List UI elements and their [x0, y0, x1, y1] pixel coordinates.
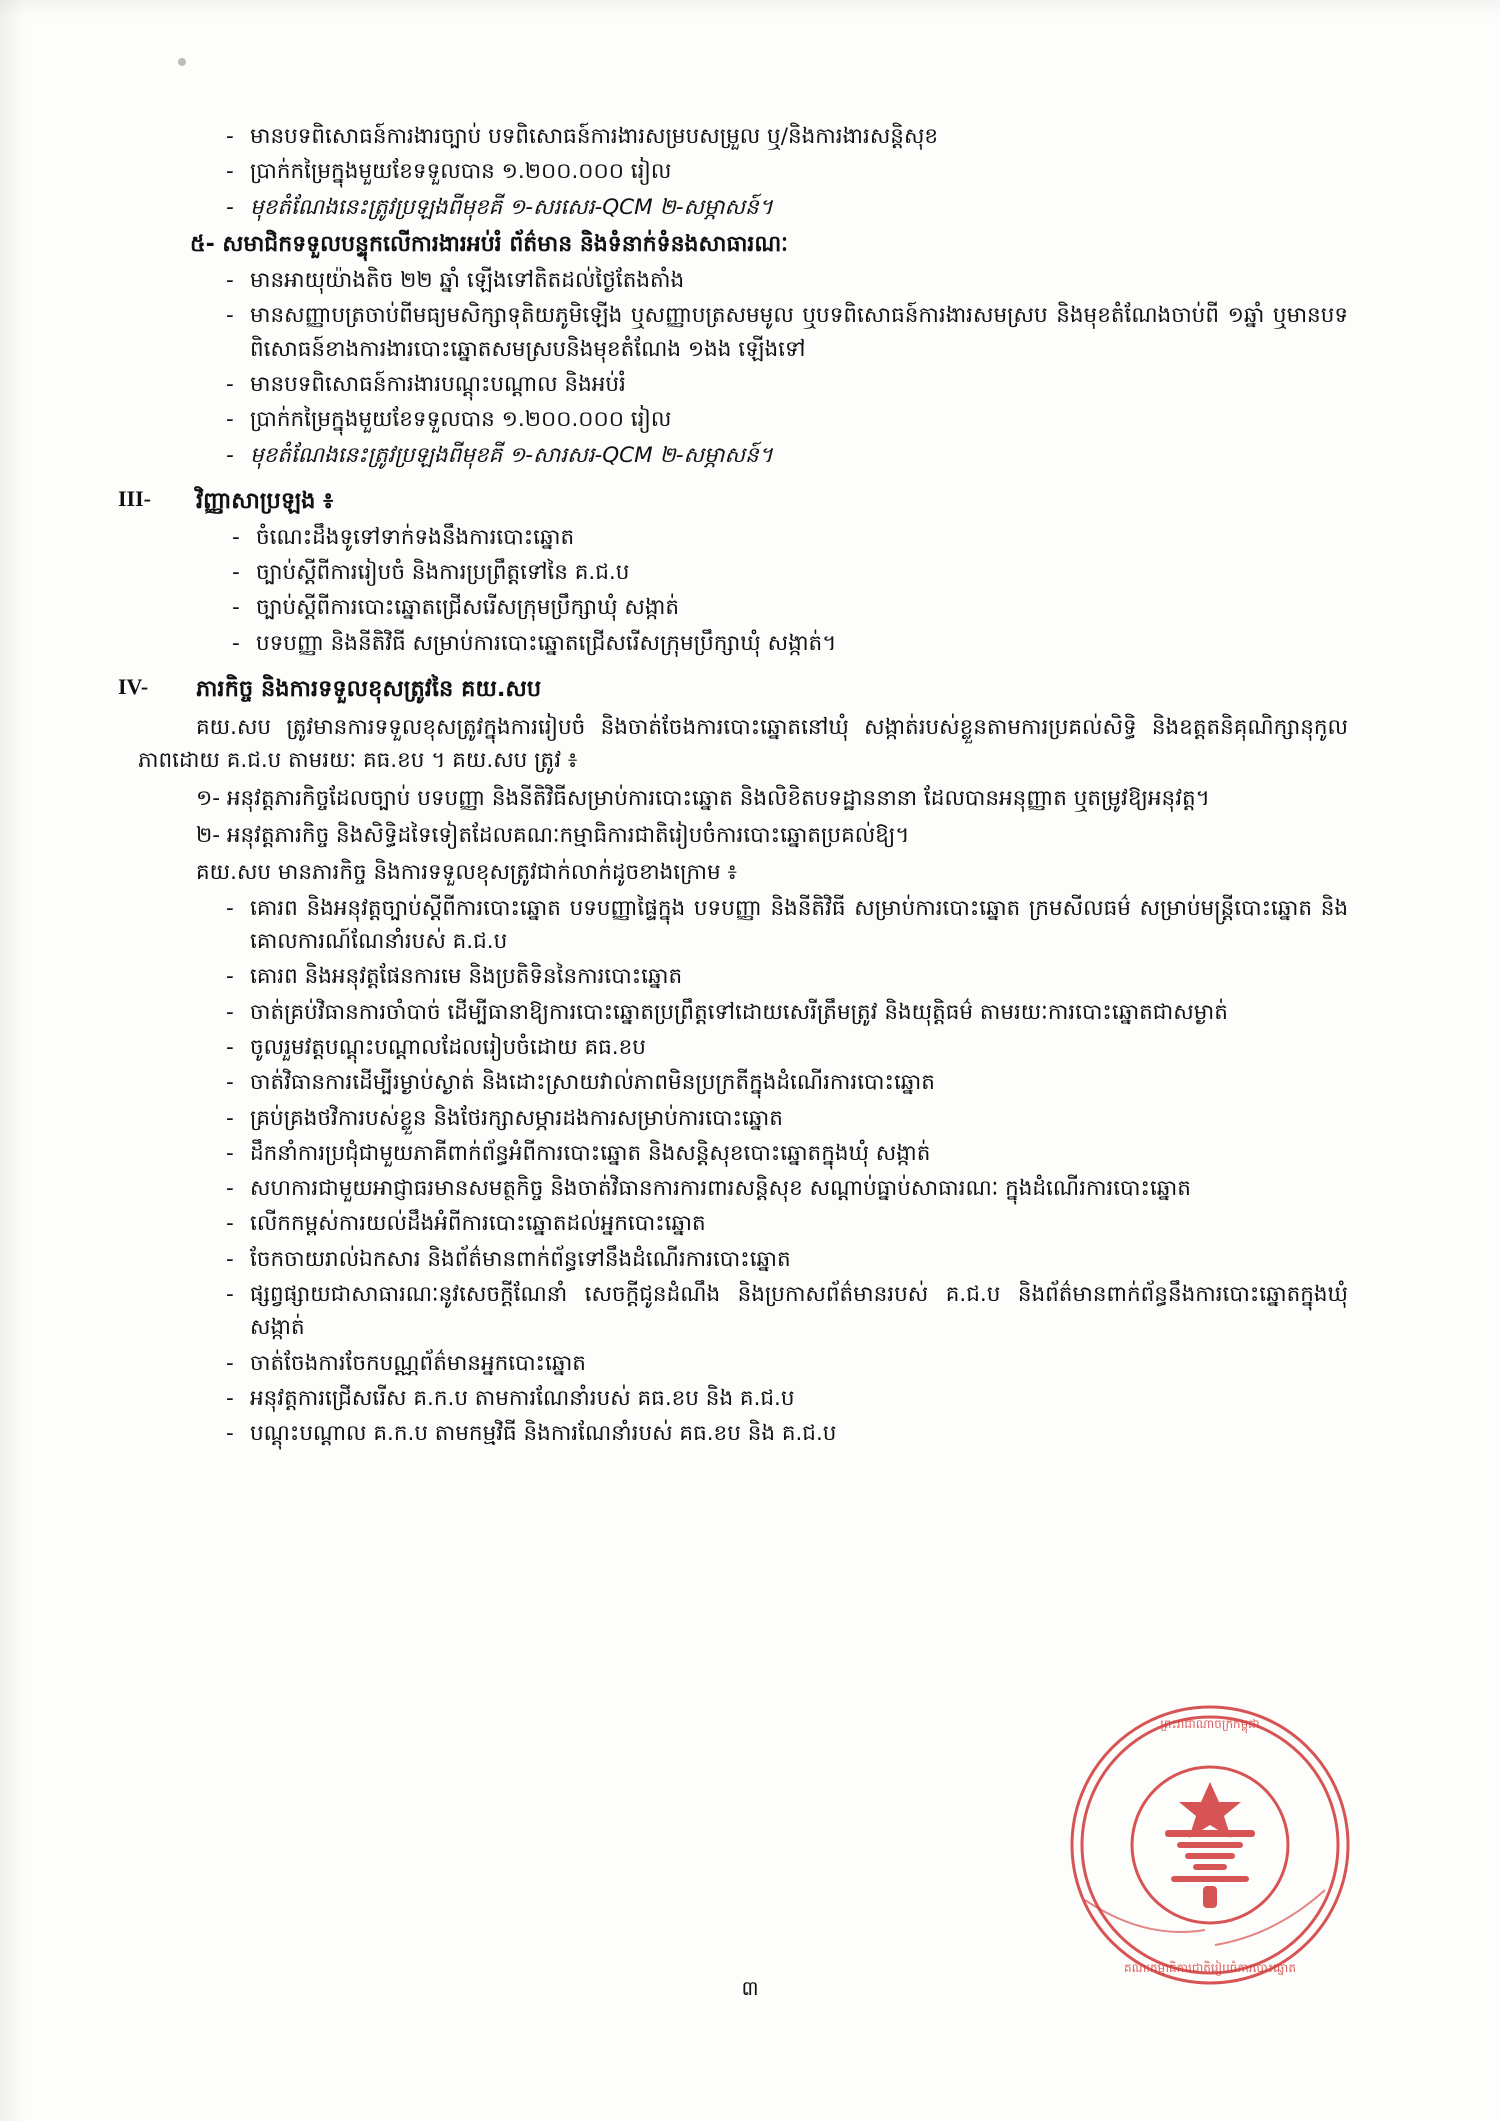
- scan-shadow-left: [0, 0, 26, 2121]
- list-item: - ប្រាក់កម្រៃក្នុងមួយខែទទួលបាន ១.២០០.០០០ រៀល: [210, 155, 1348, 188]
- heading-item-5: ៥- សមាជិកទទួលបន្ទុកលើការងារអប់រំ ព័ត៌មាន និងទំនាក់ទំនងសាធារណៈ: [190, 231, 788, 257]
- list-item: - ចូលរួមវត្តបណ្ដុះបណ្ដាលដែលរៀបចំដោយ គធ.ខប: [210, 1031, 1348, 1064]
- stamp-text-bottom: គណៈកម្មាធិការជាតិរៀបចំការបោះឆ្នោត: [1124, 1961, 1296, 1975]
- list-item: - បទបញ្ញា និងនីតិវិធី សម្រាប់ការបោះឆ្នោតជ្រើសរើសក្រុមប្រឹក្សាឃុំ សង្កាត់។: [216, 627, 1348, 660]
- scan-shadow-top: [0, 0, 1500, 18]
- list-item: - អនុវត្តការជ្រើសរើស គ.ក.ប តាមការណែនាំរបស់ គធ.ខប និង គ.ជ.ប: [210, 1382, 1348, 1415]
- list-item: - ប្រាក់កម្រៃក្នុងមួយខែទទួលបាន ១.២០០.០០០ រៀល: [210, 403, 1348, 436]
- list-item: - បណ្ដុះបណ្ដាល គ.ក.ប តាមកម្មវិធី និងការណែនាំរបស់ គធ.ខប និង គ.ជ.ប: [210, 1417, 1348, 1450]
- document-body: [118, 120, 1348, 1453]
- section-title: ភារកិច្ច និងការទទួលខុសត្រូវនៃ គយ.សប: [196, 676, 542, 703]
- list-item: - ចាត់ចែងការចែកបណ្ណព័ត៌មានអ្នកបោះឆ្នោត: [210, 1347, 1348, 1380]
- list-item: - សហការជាមួយអាជ្ញាធរមានសមត្ថកិច្ច និងចាត់វិធានការការពារសន្តិសុខ សណ្ដាប់ធ្នាប់សាធារណៈ ក្នុងដំណើរការបោះឆ្នោត: [210, 1172, 1348, 1205]
- section-label: IV-: [118, 674, 149, 700]
- paragraph-numbered-1: ១- អនុវត្តភារកិច្ចដែលច្បាប់ បទបញ្ញា និងនីតិវិធីសម្រាប់ការបោះឆ្នោត និងលិខិតបទដ្ឋាននានា ដែលបានអនុញ្ញាត ឬតម្រូវឱ្យអនុវត្ត។: [196, 785, 1210, 811]
- list-item: - មានបទពិសោធន៍ការងារច្បាប់ បទពិសោធន៍ការងារសម្របសម្រួល ឬ/និងការងារសន្តិសុខ: [210, 120, 1348, 153]
- list-item: - ដឹកនាំការប្រជុំជាមួយភាគីពាក់ព័ន្ធអំពីការបោះឆ្នោត និងសន្តិសុខបោះឆ្នោតក្នុងឃុំ សង្កាត់: [210, 1137, 1348, 1170]
- section-III-bullet-list: [216, 521, 1348, 660]
- paragraph-lead-in: គយ.សប មានភារកិច្ច និងការទទួលខុសត្រូវជាក់លាក់ដូចខាងក្រោម ៖: [196, 860, 737, 886]
- section-heading-IV: [118, 674, 1348, 707]
- list-item: - មុខតំណែងនេះត្រូវប្រឡងពីមុខគី ១-សរសេរ-QCM ២-សម្ភាសន៍។: [210, 191, 1348, 224]
- list-item: - លើកកម្ពស់ការយល់ដឹងអំពីការបោះឆ្នោតដល់អ្នកបោះឆ្នោត: [210, 1207, 1348, 1240]
- list-item: - ចាត់វិធានការដើម្បីរម្ងាប់ស្ងាត់ និងដោះស្រាយវាល់ភាពមិនប្រក្រតីក្នុងដំណើរការបោះឆ្នោត: [210, 1066, 1348, 1099]
- list-item: - មានសញ្ញាបត្រចាប់ពីមធ្យមសិក្សាទុតិយភូមិឡើង ឬសញ្ញាបត្រសមមូល ឬបទពិសោធន៍ការងារសមស្រប និងមុខតំណែងចាប់ពី ១ឆ្នាំ ឬមានបទពិសោធន៍ខាងការងារបោះឆ្នោតសមស្របនិងមុខតំណែង ១ងង ឡើងទៅ: [210, 299, 1348, 366]
- list-item: - ច្បាប់ស្ដីពីការរៀបចំ និងការប្រព្រឹត្តទៅនៃ គ.ជ.ប: [216, 556, 1348, 589]
- list-item: - ចាត់គ្រប់វិធានការចាំបាច់ ដើម្បីធានាឱ្យការបោះឆ្នោតប្រព្រឹត្តទៅដោយសេរីត្រឹមត្រូវ និងយុត្តិធម៌ តាមរយៈការបោះឆ្នោតជាសម្ងាត់: [210, 996, 1348, 1029]
- list-item: - មានអាយុយ៉ាងតិច ២២ ឆ្នាំ ឡើងទៅតិតដល់ថ្ងៃតែងតាំង: [210, 264, 1348, 297]
- scan-speck: [178, 58, 186, 66]
- list-item: - ច្បាប់ស្ដីពីការបោះឆ្នោតជ្រើសរើសក្រុមប្រឹក្សាឃុំ សង្កាត់: [216, 591, 1348, 624]
- section-label: III-: [118, 485, 152, 511]
- stamp-seal: [1065, 1700, 1355, 1990]
- list-item: - គោរព និងអនុវត្តផែនការមេ និងប្រតិទិននៃការបោះឆ្នោត: [210, 960, 1348, 993]
- section-title: វិញ្ញាសាប្រឡង ៖: [196, 487, 334, 514]
- paragraph: គយ.សប ត្រូវមានការទទួលខុសត្រូវក្នុងការរៀបចំ និងចាត់ចែងការបោះឆ្នោតនៅឃុំ សង្កាត់របស់ខ្លួនតាមការប្រគល់សិទ្ធិ និងឧត្តតនិគុណិក្សានុកូលភាពដោយ គ.ជ.ប តាមរយៈ គធ.ខប ។ គយ.សប ត្រូវ ៖: [138, 715, 1348, 774]
- stamp-text-top: ព្រះរាជាណាចក្រកម្ពុជា: [1160, 1717, 1260, 1731]
- section-heading-III: [118, 485, 1348, 519]
- paragraph-numbered-2: ២- អនុវត្តភារកិច្ច និងសិទ្ធិដទៃទៀតដែលគណៈកម្មាធិការជាតិរៀបចំការបោះឆ្នោតប្រគល់ឱ្យ។: [196, 823, 910, 848]
- list-item: - ចែកចាយរាល់ឯកសារ និងព័ត៌មានពាក់ព័ន្ធទៅនឹងដំណើរការបោះឆ្នោត: [210, 1243, 1348, 1276]
- section-IV-bullet-list: [210, 892, 1348, 1451]
- list-item: - មានបទពិសោធន៍ការងារបណ្ដុះបណ្ដាល និងអប់រំ: [210, 368, 1348, 401]
- list-item: - ផ្សព្វផ្សាយជាសាធារណៈនូវសេចក្ដីណែនាំ សេចក្ដីជូនដំណឹង និងប្រកាសព័ត៌មានរបស់ គ.ជ.ប និងព័ត៌មានពាក់ព័ន្ធនឹងការបោះឆ្នោតក្នុងឃុំ សង្កាត់: [210, 1278, 1348, 1345]
- section-a-bullet-list: [210, 120, 1348, 224]
- list-item: - គោរព និងអនុវត្តច្បាប់ស្ដីពីការបោះឆ្នោត បទបញ្ញាផ្ទៃក្នុង បទបញ្ញា និងនីតិវិធី សម្រាប់ការបោះឆ្នោត ក្រមសីលធម៌ សម្រាប់មន្ត្រីបោះឆ្នោត និងគោលការណ៍ណែនាំរបស់ គ.ជ.ប: [210, 892, 1348, 959]
- list-item: - ចំណេះដឹងទូទៅទាក់ទងនឹងការបោះឆ្នោត: [216, 521, 1348, 554]
- page-number: ៣: [741, 1976, 759, 2000]
- list-item: - គ្រប់គ្រងថវិការបស់ខ្លួន និងថែរក្សាសម្ភារដងការសម្រាប់ការបោះឆ្នោត: [210, 1102, 1348, 1135]
- list-item: - មុខតំណែងនេះត្រូវប្រឡងពីមុខគី ១-សារសរ-QCM ២-សម្ភាសន៍។: [210, 439, 1348, 472]
- section-b-bullet-list: [210, 264, 1348, 472]
